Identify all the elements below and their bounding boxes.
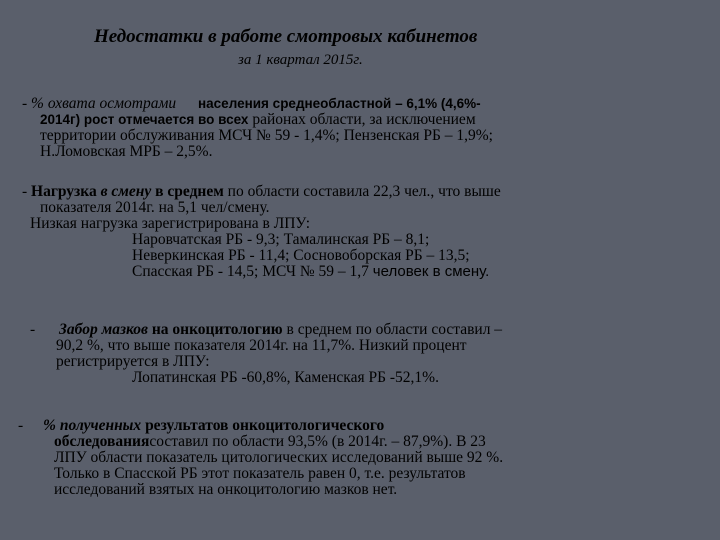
slide-title: Недостатки в работе смотровых кабинетов bbox=[94, 26, 478, 47]
section-load-line-4: Наровчатская РБ - 9,3; Тамалинская РБ – 8,1; bbox=[132, 231, 430, 248]
section-coverage-line-3: территории обслуживания МСЧ № 59 - 1,4%; Пензенская РБ – 1,9%; bbox=[40, 127, 493, 144]
load-spasskaya: Спасская РБ - 14,5; МСЧ № 59 – 1,7 bbox=[132, 263, 369, 280]
slide-subtitle: за 1 квартал 2015г. bbox=[238, 52, 363, 68]
load-per-shift: в смену bbox=[100, 183, 152, 200]
section-results-line-1 bbox=[18, 418, 503, 434]
coverage-growth-rest: районах области, за исключением bbox=[252, 111, 476, 128]
smears-oncocytology: на онкоцитологию bbox=[151, 321, 283, 338]
bullet-dash: - bbox=[18, 417, 24, 434]
section-load-line-3: Низкая нагрузка зарегистрирована в ЛПУ: bbox=[30, 215, 311, 232]
coverage-value: населения среднеобластной – 6,1% (4,6%- bbox=[198, 96, 481, 111]
results-exam: обследования bbox=[54, 433, 150, 450]
section-results-line-5: исследований взятых на онкоцитологию мазков нет. bbox=[54, 481, 398, 498]
coverage-growth: 2014г) рост отмечается во всех bbox=[40, 112, 249, 127]
section-results-line-2 bbox=[18, 434, 503, 450]
coverage-label: % охвата осмотрами bbox=[31, 95, 177, 112]
section-smears bbox=[30, 322, 502, 386]
results-label: % полученных bbox=[43, 417, 142, 434]
smears-label: Забор мазков bbox=[59, 321, 148, 338]
section-results-line-4: Только в Спасской РБ этот показатель равен 0, т.е. результатов bbox=[54, 465, 466, 482]
section-results bbox=[18, 418, 503, 498]
section-load-line-2: показателя 2014г. на 5,1 чел/смену. bbox=[40, 199, 270, 216]
section-smears-line-3: регистрируется в ЛПУ: bbox=[56, 353, 210, 370]
load-average: в среднем bbox=[155, 183, 224, 200]
section-coverage-line-2 bbox=[22, 112, 493, 128]
load-label: Нагрузка bbox=[31, 183, 97, 200]
section-smears-line-2: 90,2 %, что выше показателя 2014г. на 11,7%. Низкий процент bbox=[56, 337, 467, 354]
section-smears-line-1 bbox=[30, 322, 502, 338]
section-coverage-line-4: Н.Ломовская МРБ – 2,5%. bbox=[40, 143, 213, 160]
load-unit: человек в смену. bbox=[372, 263, 490, 280]
section-coverage bbox=[22, 96, 493, 160]
section-results-line-3: ЛПУ области показатель цитологических исследований выше 92 %. bbox=[54, 449, 504, 466]
load-text: по области составила 22,3 чел., что выше bbox=[227, 183, 501, 200]
section-load-line-6 bbox=[22, 264, 501, 280]
section-load-line-1 bbox=[22, 184, 501, 200]
results-text: составил по области 93,5% (в 2014г. – 87,9%). В 23 bbox=[149, 433, 486, 450]
smears-text: в среднем по области составил – bbox=[286, 321, 503, 338]
bullet-dash: - bbox=[30, 321, 36, 338]
bullet-dash: - bbox=[22, 183, 28, 200]
section-coverage-line-1 bbox=[22, 96, 493, 112]
results-oncocytology: результатов онкоцитологического bbox=[145, 417, 385, 434]
bullet-dash: - bbox=[22, 95, 28, 112]
section-load bbox=[22, 184, 501, 280]
section-load-line-5: Неверкинская РБ - 11,4; Сосновоборская РБ – 13,5; bbox=[132, 247, 470, 264]
section-smears-line-4: Лопатинская РБ -60,8%, Каменская РБ -52,1%. bbox=[132, 369, 439, 386]
